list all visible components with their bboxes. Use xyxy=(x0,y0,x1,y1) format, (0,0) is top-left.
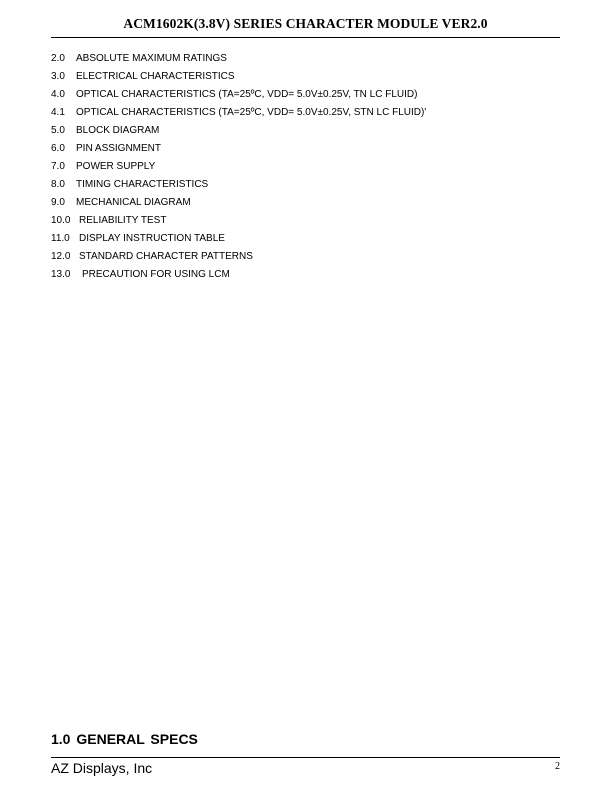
toc-item-number: 9.0 xyxy=(51,197,65,208)
toc-item-label: BLOCK DIAGRAM xyxy=(76,125,160,136)
toc-item-label: DISPLAY INSTRUCTION TABLE xyxy=(79,233,225,244)
toc-item xyxy=(51,70,426,88)
toc-item-number: 13.0 xyxy=(51,269,71,280)
toc-item xyxy=(51,106,426,124)
toc-item-label: ELECTRICAL CHARACTERISTICS xyxy=(76,71,235,82)
toc-item-number: 3.0 xyxy=(51,71,65,82)
toc-item-label: OPTICAL CHARACTERISTICS (TA=25ºC, VDD= 5.0V±0.25V, TN LC FLUID) xyxy=(76,89,418,100)
toc-item xyxy=(51,232,426,250)
toc-item-number: 5.0 xyxy=(51,125,65,136)
toc-item-number: 8.0 xyxy=(51,179,65,190)
toc-item-number: 11.0 xyxy=(51,233,70,244)
toc-item-label: POWER SUPPLY xyxy=(76,161,156,172)
toc-item-label: ABSOLUTE MAXIMUM RATINGS xyxy=(76,53,227,64)
toc-item xyxy=(51,196,426,214)
toc-item xyxy=(51,178,426,196)
toc-item xyxy=(51,88,426,106)
footer-company-name: AZ Displays, Inc xyxy=(51,760,153,776)
toc-item-number: 4.1 xyxy=(51,107,65,118)
toc-item-label: PRECAUTION FOR USING LCM xyxy=(82,269,230,280)
toc-item-label: STANDARD CHARACTER PATTERNS xyxy=(79,251,253,262)
table-of-contents xyxy=(51,52,426,286)
toc-item-number: 6.0 xyxy=(51,143,65,154)
section-heading: 1.0 GENERAL SPECS xyxy=(51,731,198,747)
toc-item-number: 12.0 xyxy=(51,251,71,262)
toc-item-number: 2.0 xyxy=(51,53,65,64)
toc-item-label: PIN ASSIGNMENT xyxy=(76,143,162,154)
toc-item-label: TIMING CHARACTERISTICS xyxy=(76,179,209,190)
toc-item-number: 4.0 xyxy=(51,89,65,100)
header-divider xyxy=(51,37,560,38)
toc-item xyxy=(51,142,426,160)
toc-item-number: 10.0 xyxy=(51,215,71,226)
toc-item-number: 7.0 xyxy=(51,161,65,172)
toc-item-label: OPTICAL CHARACTERISTICS (TA=25ºC, VDD= 5.0V±0.25V, STN LC FLUID)' xyxy=(76,107,427,118)
toc-item xyxy=(51,160,426,178)
toc-item xyxy=(51,214,426,232)
toc-item xyxy=(51,52,426,70)
page-number: 2 xyxy=(555,761,560,772)
toc-item xyxy=(51,268,426,286)
toc-item-label: MECHANICAL DIAGRAM xyxy=(76,197,191,208)
toc-item xyxy=(51,124,426,142)
page-title: ACM1602K(3.8V) SERIES CHARACTER MODULE VER2.0 xyxy=(123,16,488,31)
footer-divider xyxy=(51,757,560,758)
toc-item xyxy=(51,250,426,268)
toc-item-label: RELIABILITY TEST xyxy=(79,215,167,226)
